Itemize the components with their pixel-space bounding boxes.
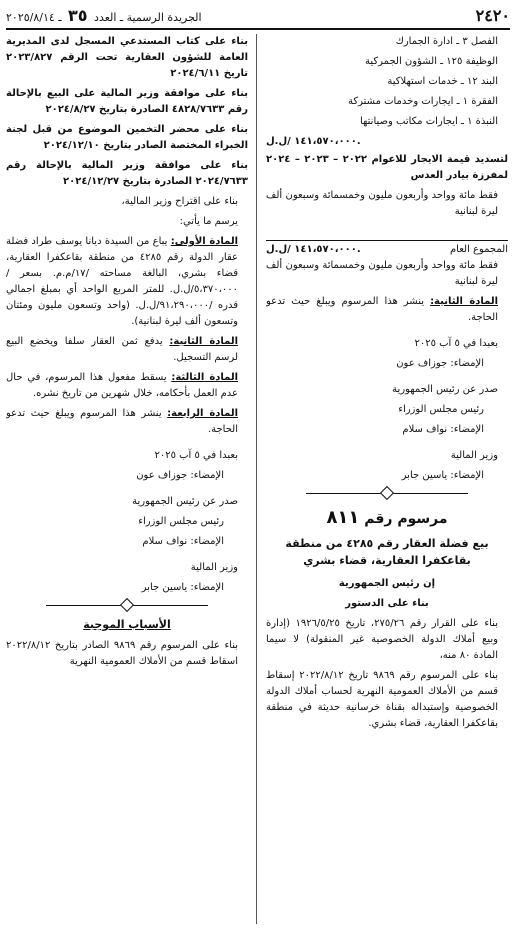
president-signature: الإمضاء: جوزاف عون [396,358,484,369]
article-label: المادة الأولى: [170,236,239,247]
ornament-divider [266,488,508,498]
issued-by: صدر عن رئيس الجمهورية [132,496,238,507]
amount-words: فقط مائة وواحد وأربعون مليون وخمسمائة وسبعون ألف ليرة لبنانية [266,260,498,287]
legal-basis: بناء على كتاب المستدعي المسجل لدى المديرية العامة للشؤون العقارية تحت الرقم ٢٠٢٣/٨٢٧ تاريخ ٢٠٢٤/٦/١١ [6,36,248,79]
grand-total-row [266,240,508,258]
article-text: يسقط مفعول هذا المرسوم، في حال عدم العمل بأحكامه، خلال شهرين من تاريخ نشره. [6,372,238,399]
signing-date: بعبدا في ٥ آب ٢٠٢٥ [414,338,498,349]
legal-basis: بناء على القرار رقم ٢٧٥/٢٦، تاريخ ١٩٢٦/٥/٢٥ (إدارة وبيع أملاك الدولة الخصوصية غير المنقولة) لا سيما المادة ٨٠ منه، [266,617,498,661]
budget-line: البند ١٢ ـ خدمات استهلاكية [387,76,498,87]
column-divider [256,34,257,924]
budget-line: النبذة ١ ـ ايجارات مكاتب وصيانتها [359,116,498,127]
constitution-basis: بناء على الدستور [345,597,429,609]
article-label: المادة الثالثة: [171,372,238,383]
finance-minister-title: وزير المالية [450,450,498,461]
decree-heading [266,504,508,533]
finance-minister-signature: الإمضاء: ياسين جابر [401,470,484,481]
amount-value [266,134,508,150]
amount-words: فقط مائة وواحد وأربعون مليون وخمسمائة وسبعون ألف ليرة لبنانية [266,190,498,217]
legal-basis: بناء على موافقة وزير المالية على البيع بالإحالة رقم ٤٨٢٨/٧٦٣٣ الصادرة بتاريخ ٢٠٢٤/٨/٢٧ [6,88,248,115]
article-two [6,334,248,366]
total-label: المجموع العام [449,244,508,255]
decree-label: مرسوم رقم [364,511,448,527]
legal-basis: بناء على موافقة وزير المالية بالإحالة رقم ٢٠٢٤/٧٦٣٣ الصادرة بتاريخ ٢٠٢٤/١٢/٢٧ [6,160,248,187]
legal-basis: بناء على محضر التخمين الموضوع من قبل لجنة الخبراء المختصة الصادر بتاريخ ٢٠٢٤/١٢/١٠ [6,124,248,151]
journal-title [6,3,202,29]
finance-minister-signature: الإمضاء: ياسين جابر [141,582,224,593]
proposal-text: بناء على اقتراح وزير المالية، [121,196,238,207]
journal-name: الجريدة الرسمية ـ العدد [94,11,202,25]
legal-basis: بناء على المرسوم رقم ٩٨٦٩ تاريخ ٢٠٢٢/٨/١٢ إسقاط قسم من الأملاك العمومية النهرية لحساب أملاك الدولة الخصوصية وإستبداله بقناة خرسانية حديثة في منطقة بقاعكفرا العقارية، قضاء بشري. [266,669,498,729]
issue-date: ـ ٢٠٢٥/٨/١٤ [6,11,62,25]
decrees-text: يرسم ما يأتي: [179,216,238,227]
left-column [6,34,248,928]
pm-signature: الإمضاء: نواف سلام [402,424,484,435]
article-two [266,294,508,326]
issue-number: ٣٥ [68,6,88,26]
article-text: ينشر هذا المرسوم ويبلغ حيث تدعو الحاجة. [266,296,498,323]
article-text: يدفع ثمن العقار سلفا ويخضع البيع لرسم التسجيل. [6,336,238,363]
article-label: المادة الثانية: [430,296,498,307]
page-header [6,4,510,30]
article-four [6,406,248,438]
ornament-divider [6,600,248,610]
article-text: ينشر هذا المرسوم ويبلغ حيث تدعو الحاجة. [6,408,238,435]
total-value: ١٤١،٥٧٠،٠٠٠ /ل.ل. [266,244,361,255]
pm-title: رئيس مجلس الوزراء [138,516,224,527]
issued-by: صدر عن رئيس الجمهورية [392,384,498,395]
decree-subject: بيع فضلة العقار رقم ٤٢٨٥ من منطقة بقاعكفرا العقارية، قضاء بشري [285,536,489,568]
reasons-text: بناء على المرسوم رقم ٩٨٦٩ الصادر بتاريخ ٢٠٢٢/٨/١٢ اسقاط قسم من الأملاك العمومية النهرية [6,639,238,667]
page-number: ٢٤٢٠ [475,6,510,26]
president-heading: إن رئيس الجمهورية [338,577,436,589]
reasons-title: الأسباب الموجبة [83,618,171,631]
purpose-text: لتسديد قيمة الايجار للاعوام ٢٠٢٢ – ٢٠٢٣ – ٢٠٢٤ لمفرزة بيادر العدس [266,154,508,181]
article-text: يباع من السيدة ديانا يوسف طراد فضلة عقار الدولة رقم ٤٢٨٥ من منطقة بقاعكفرا العقارية، قضاء بشري، البالغة مساحته /١٧/م.م. بسعر /٥،٣٧٠،٠٠٠/ل.ل. للمتر المربع الواحد أي بمبلغ اجمالي قدره /٩١،٢٩٠،٠٠٠/ل.ل. (واحد وتسعون مليون ومئتان وتسعون ألف ليرة لبنانية). [6,236,239,327]
budget-line: الفصل ٣ ـ ادارة الجمارك [395,36,498,47]
signing-date: بعبدا في ٥ آب ٢٠٢٥ [154,450,238,461]
article-three [6,370,248,402]
president-signature: الإمضاء: جوزاف عون [136,470,224,481]
budget-line: الفقرة ١ ـ ايجارات وخدمات مشتركة [347,96,498,107]
article-one [6,234,248,330]
finance-minister-title: وزير المالية [190,562,238,573]
right-column [266,34,508,928]
amount-text: ١٤١،٥٧٠،٠٠٠ /ل.ل. [266,136,361,147]
article-label: المادة الرابعة: [167,408,238,419]
decree-number: ٨١١ [326,507,360,528]
pm-title: رئيس مجلس الوزراء [398,404,484,415]
pm-signature: الإمضاء: نواف سلام [142,536,224,547]
article-label: المادة الثانية: [169,336,239,347]
budget-line: الوظيفة ١٢٥ ـ الشؤون الجمركية [365,56,498,67]
